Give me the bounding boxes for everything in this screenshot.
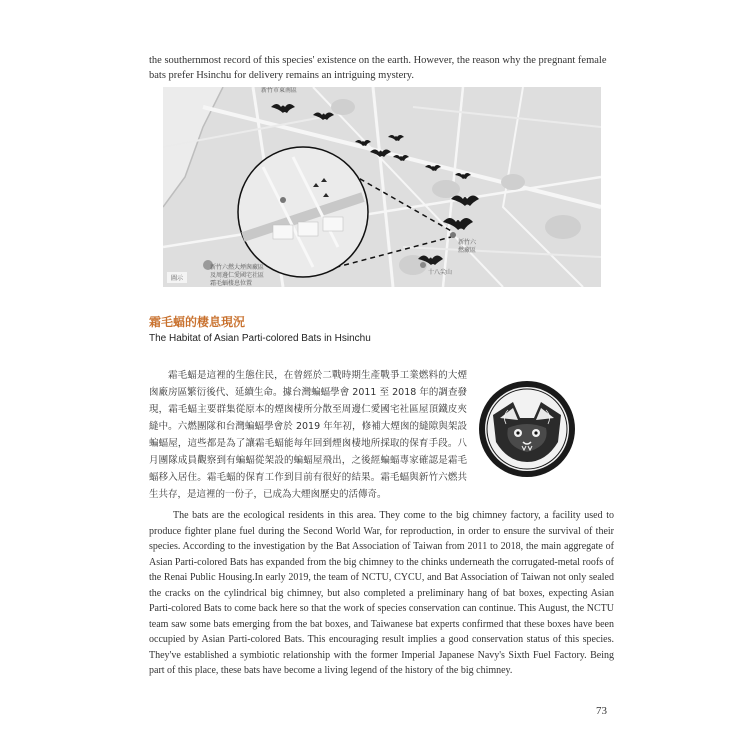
map-graphic — [163, 87, 601, 287]
map-legend-box: 圖示 — [167, 272, 187, 283]
map-label-chimney: 新竹六 燃廠區 — [458, 239, 477, 254]
bat-silhouette-icon — [388, 135, 404, 141]
map-label-mountain: 十八尖山 — [428, 269, 453, 276]
bat-silhouette-icon — [271, 104, 295, 113]
section-title-english: The Habitat of Asian Parti-colored Bats in Hsinchu — [149, 333, 371, 344]
map-label-district: 新竹市東南區 — [261, 87, 298, 94]
english-paragraph: The bats are the ecological residents in this area. They come to the big chimney factory, a facility used to produce fighter plane fuel during the Second World War, for reproduction, in order to ensure the survival of their species. According to the investigation by the Bat Association of Taiwan from 2011 to 2018, the main aggregate of Asian Parti-colored Bats has expanded from the big chimney to the chinks underneath the corrugated-metal roofs of the Renai Public Housing.In early 2019, the team of NCTU, CYCU, and Bat Association of Taiwan not only sealed the cracks on the cylindrical big chimney, but also completed a preliminary hang of bat boxes, expecting Asian Parti-colored Bats to come back here so that the work of species conservation can continue. This August, the NCTU team saw some bats emerging from the bat boxes, and Taiwanese bat experts confirmed that these boxes have been occupied by Asian Parti-colored Bats. This encouraging result implies a good conservation status of this species. They've established a symbiotic relationship with the former Imperial Japanese Navy's Sixth Fuel Factory. Being part of this place, these bats have become a living legend of the history of the big chimney. — [149, 510, 614, 676]
intro-paragraph: the southernmost record of this species' existence on the earth. However, the reason why the pregnant female bats prefer Hsinchu for delivery remains an intriguing mystery. — [149, 54, 607, 81]
bat-face-emblem-icon — [478, 380, 576, 478]
section-title-chinese: 霜毛蝠的棲息現況 — [149, 315, 246, 329]
page-number: 73 — [596, 705, 607, 717]
habitat-map — [163, 87, 601, 287]
map-legend-text: 新竹六燃大煙囪廠區 及周邊仁愛國宅社區 霜毛蝠棲息位置 — [210, 264, 265, 287]
chinese-paragraph: 霜毛蝠是這裡的生態住民，在曾經於二戰時期生產戰爭工業燃料的大煙囪廠房區繁衍後代、延續生命。據台灣蝙蝠學會 2011 至 2018 年的調查發現，霜毛蝠主要群集從原本的煙囪棲所分散至周邊仁愛國宅社區屋頂鐵皮夾縫中。六燃團隊和台灣蝙蝠學會於 2019 年年初，修補大煙囪的縫隙與架設蝙蝠屋，這些都是為了讓霜毛蝠能每年回到煙囪棲地所採取的保育手段。八月團隊成員觀察到有蝙蝠從架設的蝙蝠屋飛出，之後經蝙蝠專家確認是霜毛蝠移入居住。霜毛蝠的保育工作到目前有很好的結果。霜毛蝠與新竹六燃共生共存，是這裡的一份子，已成為大煙囪歷史的活傳奇。 — [149, 369, 467, 500]
bat-silhouette-icon — [370, 150, 391, 158]
